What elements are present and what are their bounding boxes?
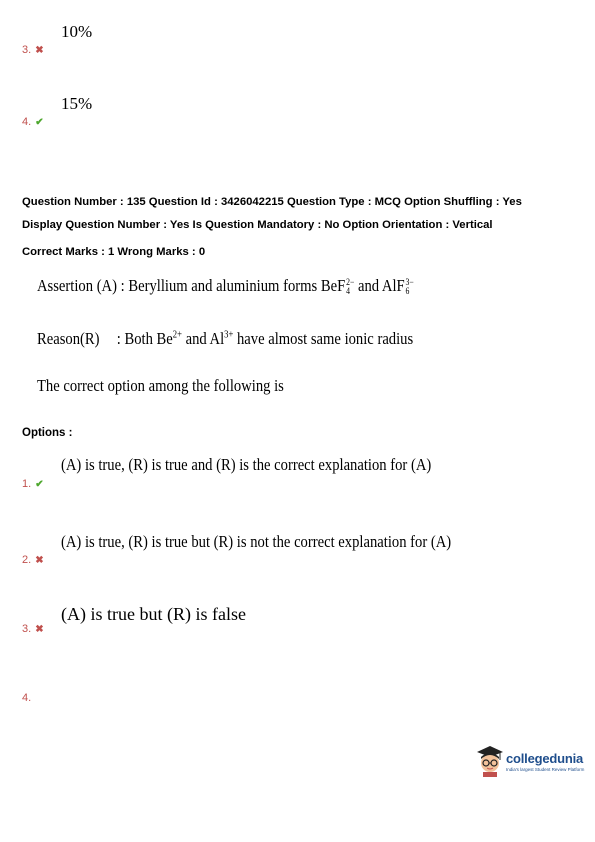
correct-icon: ✔ [35,117,44,128]
option-4-number: 4. [22,692,32,704]
prev-option-4-number: 4. ✔ [22,116,44,128]
option-1-text: (A) is true, (R) is true and (R) is the correct explanation for (A) [61,455,432,474]
question-meta-line-3: Correct Marks : 1 Wrong Marks : 0 [22,246,206,258]
prev-option-3-text: 10% [61,22,93,41]
question-meta-line-1: Question Number : 135 Question Id : 3426042215 Question Type : MCQ Option Shuffling : Yes [22,196,522,208]
option-3-text: (A) is true but (R) is false [61,604,246,624]
logo-tagline: India's largest Student Review Platform [506,766,585,772]
option-2-number: 2. ✖ [22,554,44,566]
option-1-number: 1. ✔ [22,478,44,490]
student-mascot-icon [476,745,504,777]
question-prompt: The correct option among the following is [37,376,284,395]
assertion-line: Assertion (A) : Beryllium and aluminium forms BeF 2− 4 and AlF 3− 6 [37,276,414,297]
option-2-text: (A) is true, (R) is true but (R) is not the correct explanation for (A) [61,532,452,551]
wrong-icon: ✖ [35,555,44,566]
question-meta-line-2: Display Question Number : Yes Is Question Mandatory : No Option Orientation : Vertical [22,219,493,231]
option-3-number: 3. ✖ [22,623,44,635]
reason-line: Reason(R) : Both $Be^{2+}$ and $Al^{3+}$ have almost same ionic radius [37,329,414,348]
wrong-icon: ✖ [35,624,44,635]
options-label: Options : [22,427,73,439]
correct-icon: ✔ [35,479,44,490]
prev-option-3-number: 3. ✖ [22,44,44,56]
collegedunia-logo [476,745,584,777]
wrong-icon: ✖ [35,45,44,56]
prev-option-4-text: 15% [61,94,93,113]
logo-name: collegedunia [506,750,584,766]
